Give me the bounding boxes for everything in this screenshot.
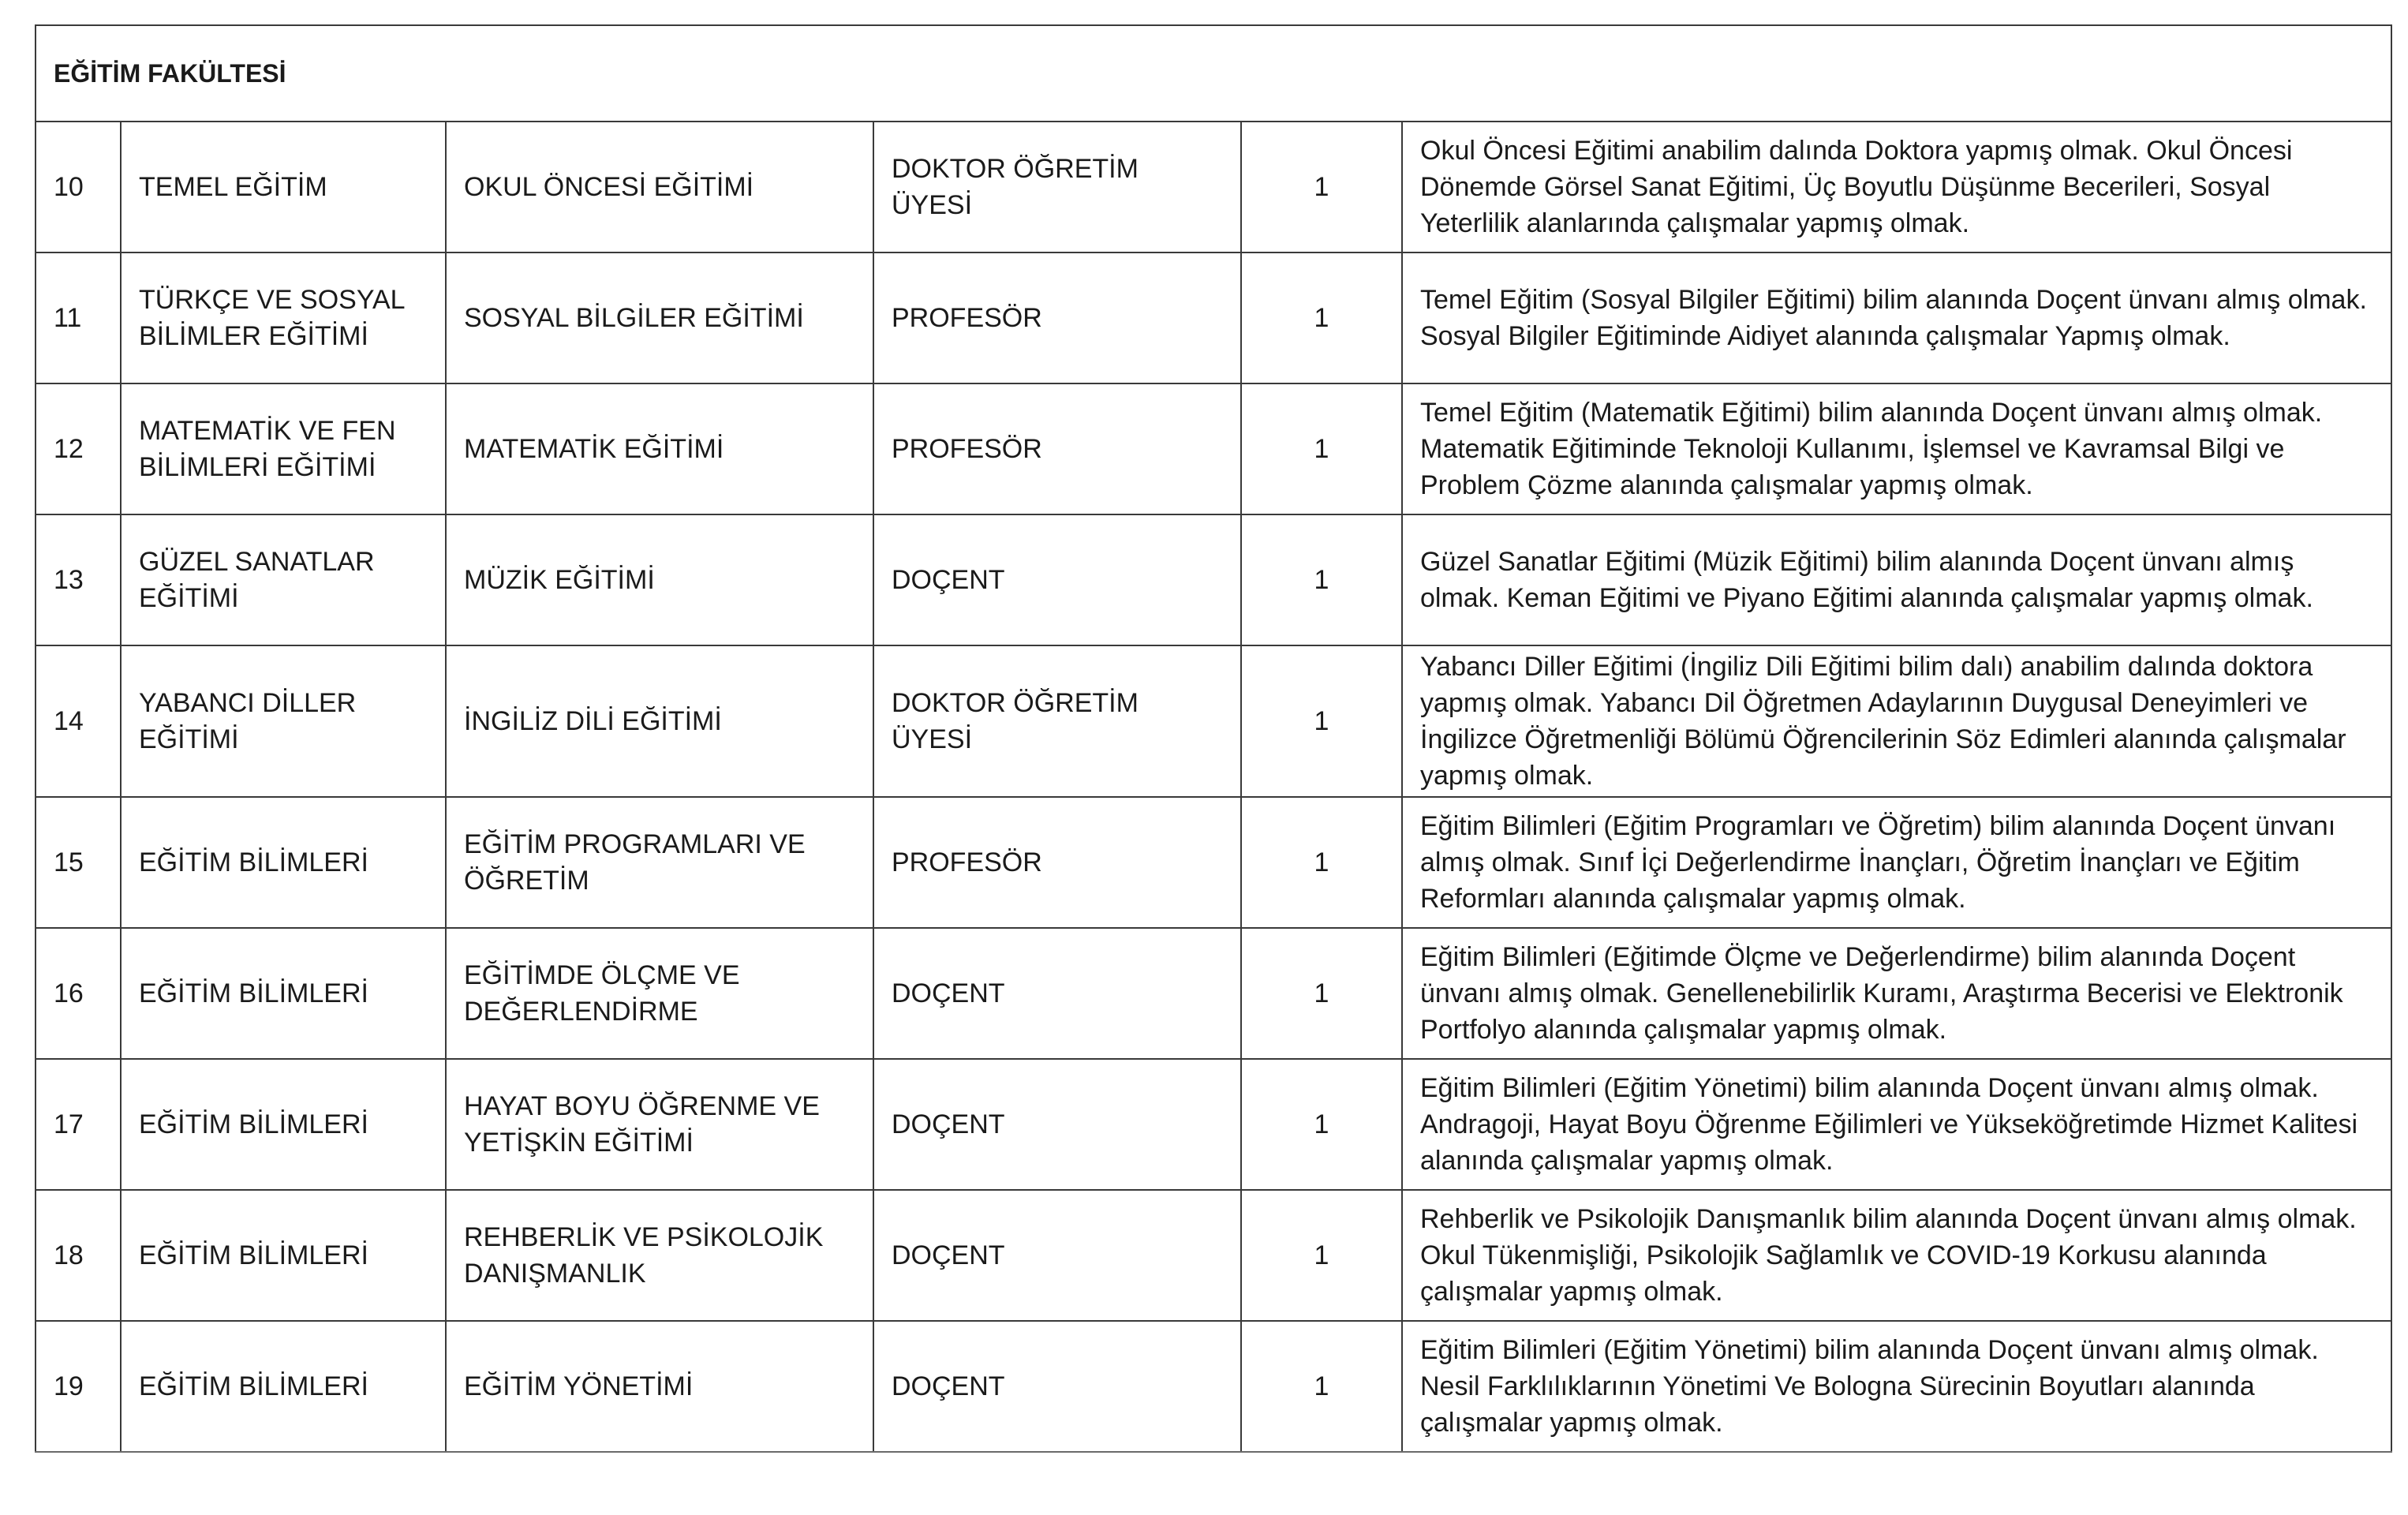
row-number: 13: [36, 514, 121, 645]
academic-title-cell: PROFESÖR: [873, 252, 1241, 383]
row-number: 16: [36, 928, 121, 1059]
table-body: [36, 25, 2391, 1452]
department-cell: EĞİTİM BİLİMLERİ: [121, 1321, 446, 1452]
table-row: [36, 122, 2391, 252]
requirement-cell: Eğitim Bilimleri (Eğitimde Ölçme ve Değerlendirme) bilim alanında Doçent ünvanı almış olmak. Genellenebilirlik Kuramı, Araştırma Becerisi ve Elektronik Portfolyo alanında çalışmalar yapmış olmak.: [1402, 928, 2391, 1059]
department-cell: EĞİTİM BİLİMLERİ: [121, 1059, 446, 1190]
row-number: 10: [36, 122, 121, 252]
department-cell: GÜZEL SANATLAR EĞİTİMİ: [121, 514, 446, 645]
position-count-cell: 1: [1241, 1190, 1402, 1321]
row-number: 12: [36, 383, 121, 514]
position-count-cell: 1: [1241, 645, 1402, 797]
row-number: 11: [36, 252, 121, 383]
row-number: 19: [36, 1321, 121, 1452]
table-row: [36, 1059, 2391, 1190]
department-cell: MATEMATİK VE FEN BİLİMLERİ EĞİTİMİ: [121, 383, 446, 514]
academic-title-cell: DOÇENT: [873, 1321, 1241, 1452]
requirement-cell: Temel Eğitim (Sosyal Bilgiler Eğitimi) bilim alanında Doçent ünvanı almış olmak. Sosyal Bilgiler Eğitiminde Aidiyet alanında çalışmalar Yapmış olmak.: [1402, 252, 2391, 383]
table-row: [36, 383, 2391, 514]
academic-title-cell: PROFESÖR: [873, 797, 1241, 928]
table-row: [36, 1321, 2391, 1452]
department-cell: EĞİTİM BİLİMLERİ: [121, 1190, 446, 1321]
requirement-cell: Eğitim Bilimleri (Eğitim Yönetimi) bilim alanında Doçent ünvanı almış olmak. Nesil Farklılıklarının Yönetimi Ve Bologna Sürecinin Boyutları alanında çalışmalar yapmış olmak.: [1402, 1321, 2391, 1452]
faculty-positions-table: [35, 24, 2392, 1453]
requirement-cell: Güzel Sanatlar Eğitimi (Müzik Eğitimi) bilim alanında Doçent ünvanı almış olmak. Keman Eğitimi ve Piyano Eğitimi alanında çalışmalar yapmış olmak.: [1402, 514, 2391, 645]
program-cell: MÜZİK EĞİTİMİ: [446, 514, 873, 645]
row-number: 17: [36, 1059, 121, 1190]
academic-title-cell: DOÇENT: [873, 1190, 1241, 1321]
position-count-cell: 1: [1241, 797, 1402, 928]
academic-title-cell: DOKTOR ÖĞRETİM ÜYESİ: [873, 645, 1241, 797]
requirement-cell: Temel Eğitim (Matematik Eğitimi) bilim alanında Doçent ünvanı almış olmak. Matematik Eğitiminde Teknoloji Kullanımı, İşlemsel ve Kavramsal Bilgi ve Problem Çözme alanında çalışmalar yapmış olmak.: [1402, 383, 2391, 514]
academic-title-cell: DOÇENT: [873, 514, 1241, 645]
program-cell: EĞİTİM PROGRAMLARI VE ÖĞRETİM: [446, 797, 873, 928]
faculty-header-row: [36, 25, 2391, 122]
program-cell: EĞİTİM YÖNETİMİ: [446, 1321, 873, 1452]
program-cell: OKUL ÖNCESİ EĞİTİMİ: [446, 122, 873, 252]
requirement-cell: Eğitim Bilimleri (Eğitim Programları ve Öğretim) bilim alanında Doçent ünvanı almış olmak. Sınıf İçi Değerlendirme İnançları, Öğretim İnançları ve Eğitim Reformları alanında çalışmalar yapmış olmak.: [1402, 797, 2391, 928]
academic-title-cell: DOKTOR ÖĞRETİM ÜYESİ: [873, 122, 1241, 252]
requirement-cell: Eğitim Bilimleri (Eğitim Yönetimi) bilim alanında Doçent ünvanı almış olmak. Andragoji, Hayat Boyu Öğrenme Eğilimleri ve Yükseköğretimde Hizmet Kalitesi alanında çalışmalar yapmış olmak.: [1402, 1059, 2391, 1190]
position-count-cell: 1: [1241, 252, 1402, 383]
table-row: [36, 1190, 2391, 1321]
position-count-cell: 1: [1241, 383, 1402, 514]
position-count-cell: 1: [1241, 122, 1402, 252]
program-cell: MATEMATİK EĞİTİMİ: [446, 383, 873, 514]
position-count-cell: 1: [1241, 928, 1402, 1059]
position-count-cell: 1: [1241, 1321, 1402, 1452]
requirement-cell: Yabancı Diller Eğitimi (İngiliz Dili Eğitimi bilim dalı) anabilim dalında doktora yapmış olmak. Yabancı Dil Öğretmen Adaylarının Duygusal Deneyimleri ve İngilizce Öğretmenliği Bölümü Öğrencilerinin Söz Edimleri alanında çalışmalar yapmış olmak.: [1402, 645, 2391, 797]
table-row: [36, 252, 2391, 383]
academic-title-cell: DOÇENT: [873, 928, 1241, 1059]
department-cell: EĞİTİM BİLİMLERİ: [121, 797, 446, 928]
table-row: [36, 928, 2391, 1059]
position-count-cell: 1: [1241, 514, 1402, 645]
table-row: [36, 797, 2391, 928]
row-number: 18: [36, 1190, 121, 1321]
department-cell: EĞİTİM BİLİMLERİ: [121, 928, 446, 1059]
program-cell: EĞİTİMDE ÖLÇME VE DEĞERLENDİRME: [446, 928, 873, 1059]
faculty-title: EĞİTİM FAKÜLTESİ: [36, 25, 2391, 122]
program-cell: İNGİLİZ DİLİ EĞİTİMİ: [446, 645, 873, 797]
department-cell: YABANCI DİLLER EĞİTİMİ: [121, 645, 446, 797]
academic-title-cell: PROFESÖR: [873, 383, 1241, 514]
department-cell: TÜRKÇE VE SOSYAL BİLİMLER EĞİTİMİ: [121, 252, 446, 383]
academic-title-cell: DOÇENT: [873, 1059, 1241, 1190]
faculty-table-page: [35, 24, 2391, 1453]
requirement-cell: Okul Öncesi Eğitimi anabilim dalında Doktora yapmış olmak. Okul Öncesi Dönemde Görsel Sanat Eğitimi, Üç Boyutlu Düşünme Becerileri, Sosyal Yeterlilik alanlarında çalışmalar yapmış olmak.: [1402, 122, 2391, 252]
department-cell: TEMEL EĞİTİM: [121, 122, 446, 252]
program-cell: REHBERLİK VE PSİKOLOJİK DANIŞMANLIK: [446, 1190, 873, 1321]
program-cell: SOSYAL BİLGİLER EĞİTİMİ: [446, 252, 873, 383]
row-number: 14: [36, 645, 121, 797]
table-row: [36, 645, 2391, 797]
table-row: [36, 514, 2391, 645]
requirement-cell: Rehberlik ve Psikolojik Danışmanlık bilim alanında Doçent ünvanı almış olmak. Okul Tükenmişliği, Psikolojik Sağlamlık ve COVID-19 Korkusu alanında çalışmalar yapmış olmak.: [1402, 1190, 2391, 1321]
position-count-cell: 1: [1241, 1059, 1402, 1190]
program-cell: HAYAT BOYU ÖĞRENME VE YETİŞKİN EĞİTİMİ: [446, 1059, 873, 1190]
row-number: 15: [36, 797, 121, 928]
